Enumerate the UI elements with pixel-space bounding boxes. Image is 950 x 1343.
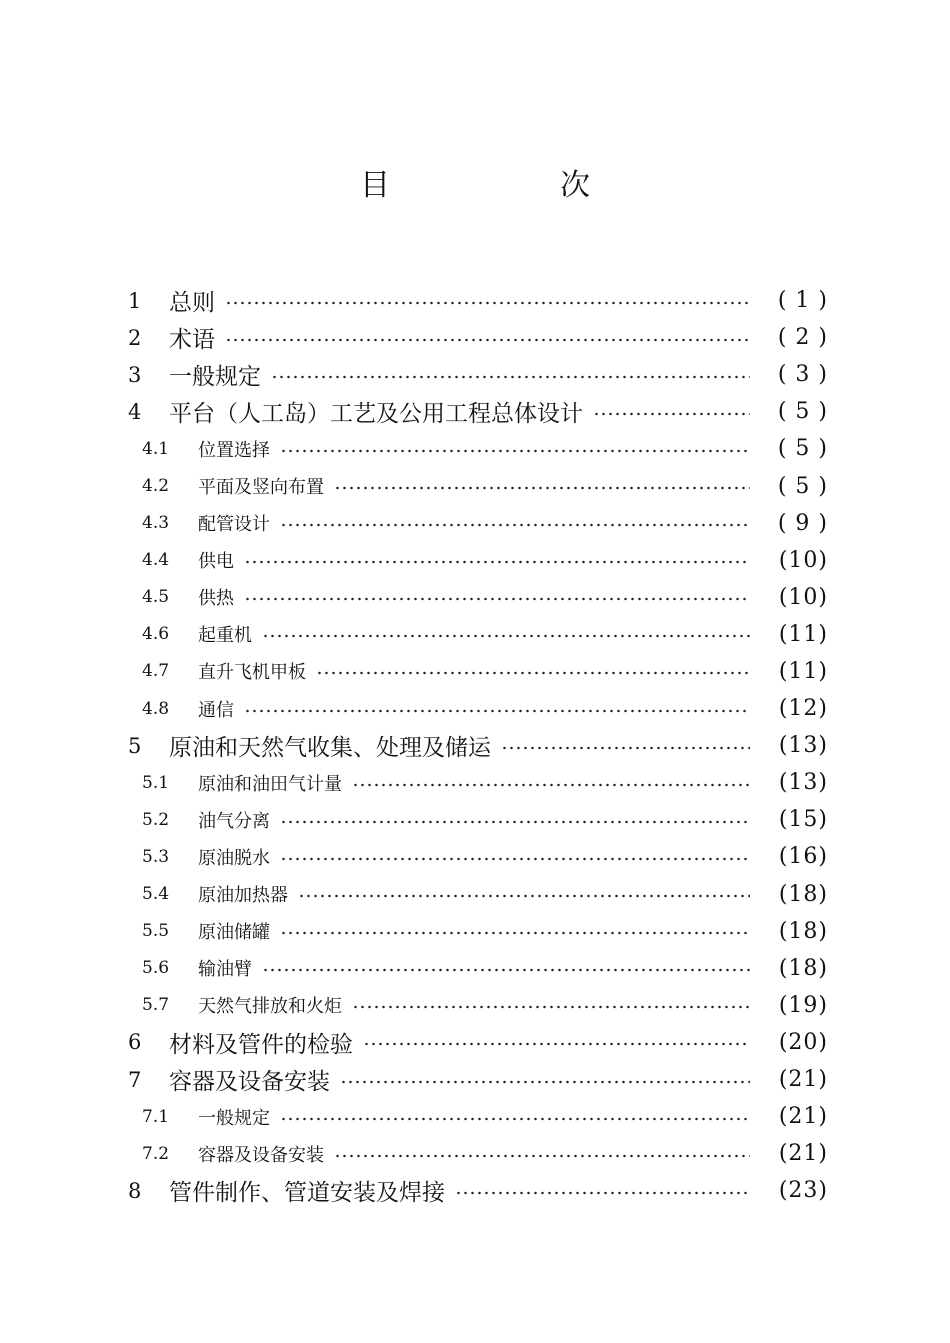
toc-entry-label: 容器及设备安装 [198, 1144, 324, 1166]
toc-entry-leader-dots [280, 923, 750, 939]
toc-entry-page: (11) [778, 621, 828, 647]
toc-entry-number: 4 [128, 399, 142, 424]
toc-entry[interactable] [128, 356, 828, 393]
toc-entry-number: 4.5 [142, 587, 170, 608]
toc-entry[interactable] [128, 1061, 828, 1098]
toc-entry-page: (10) [778, 547, 828, 573]
toc-entry-page: (13) [778, 733, 828, 759]
toc-entry[interactable] [128, 1135, 828, 1172]
toc-entry-page: ( 2 ) [777, 325, 828, 351]
toc-entry[interactable] [128, 467, 828, 504]
toc-entry-page: (18) [778, 955, 828, 981]
toc-entry[interactable] [128, 1098, 828, 1135]
toc-entry-label: 平面及竖向布置 [198, 477, 324, 499]
toc-entry-label: 原油脱水 [198, 847, 270, 869]
toc-entry[interactable] [128, 653, 828, 690]
toc-entry-number: 6 [128, 1030, 142, 1055]
table-of-contents [128, 282, 828, 1209]
toc-entry-page: ( 9 ) [777, 510, 828, 536]
toc-entry-leader-dots [262, 626, 750, 642]
toc-entry-leader-dots [262, 960, 750, 976]
toc-entry-number: 5 [128, 733, 142, 758]
toc-entry-leader-dots [352, 775, 750, 791]
toc-entry[interactable] [128, 505, 828, 542]
toc-entry-page: (18) [778, 881, 828, 907]
toc-entry-number: 4.4 [142, 550, 170, 571]
toc-entry[interactable] [128, 542, 828, 579]
toc-entry-label: 供电 [198, 551, 234, 573]
toc-entry-number: 2 [128, 325, 142, 350]
toc-entry-leader-dots [363, 1034, 750, 1050]
toc-entry[interactable] [128, 727, 828, 764]
toc-entry[interactable] [128, 801, 828, 838]
toc-entry-label: 总则 [169, 290, 215, 317]
toc-entry-label: 一般规定 [198, 1107, 270, 1129]
toc-entry-leader-dots [244, 589, 750, 605]
toc-entry-page: (15) [778, 807, 828, 833]
toc-entry-number: 5.6 [142, 958, 170, 979]
toc-entry-number: 7.2 [142, 1143, 170, 1164]
toc-entry-page: ( 1 ) [777, 288, 828, 314]
toc-entry[interactable] [128, 393, 828, 430]
toc-entry-number: 7.1 [142, 1106, 170, 1127]
toc-entry[interactable] [128, 282, 828, 319]
toc-entry[interactable] [128, 950, 828, 987]
toc-entry-page: (11) [778, 658, 828, 684]
toc-entry-label: 材料及管件的检验 [169, 1031, 353, 1058]
page-title: 目 次 [360, 168, 660, 203]
toc-entry-label: 输油臂 [198, 959, 252, 981]
toc-entry-label: 平台（人工岛）工艺及公用工程总体设计 [169, 401, 583, 428]
toc-entry-number: 4.6 [142, 624, 170, 645]
toc-entry-page: (10) [778, 584, 828, 610]
toc-entry-number: 3 [128, 362, 142, 387]
toc-entry-number: 4.7 [142, 661, 170, 682]
toc-entry-page: ( 5 ) [777, 399, 828, 425]
toc-entry-number: 4.3 [142, 513, 170, 534]
toc-entry-leader-dots [334, 1146, 750, 1162]
toc-entry-number: 8 [128, 1178, 142, 1203]
toc-entry-leader-dots [280, 812, 750, 828]
toc-entry-page: (20) [778, 1029, 828, 1055]
toc-entry-page: ( 5 ) [777, 436, 828, 462]
toc-entry-leader-dots [334, 478, 750, 494]
toc-entry-leader-dots [298, 886, 750, 902]
toc-entry-label: 配管设计 [198, 514, 270, 536]
toc-entry-number: 5.4 [142, 884, 170, 905]
toc-entry-page: ( 3 ) [777, 362, 828, 388]
toc-entry-label: 天然气排放和火炬 [198, 996, 342, 1018]
toc-entry-label: 油气分离 [198, 810, 270, 832]
toc-entry-leader-dots [340, 1072, 750, 1088]
toc-entry-number: 4.8 [142, 698, 170, 719]
toc-entry-leader-dots [316, 663, 750, 679]
toc-entry-number: 4.2 [142, 476, 170, 497]
toc-entry-leader-dots [225, 293, 750, 309]
toc-entry-page: ( 5 ) [777, 473, 828, 499]
toc-entry-leader-dots [280, 1109, 750, 1125]
toc-entry-page: (21) [778, 1141, 828, 1167]
toc-entry-leader-dots [271, 367, 750, 383]
toc-entry-label: 直升飞机甲板 [198, 662, 306, 684]
toc-entry[interactable] [128, 764, 828, 801]
toc-entry-page: (13) [778, 770, 828, 796]
toc-entry-number: 5.1 [142, 772, 170, 793]
toc-entry-label: 原油储罐 [198, 922, 270, 944]
toc-entry-page: (18) [778, 918, 828, 944]
toc-entry[interactable] [128, 876, 828, 913]
toc-entry-number: 5.2 [142, 809, 170, 830]
toc-entry-leader-dots [280, 441, 750, 457]
toc-entry-page: (21) [778, 1067, 828, 1093]
toc-entry[interactable] [128, 1172, 828, 1209]
toc-entry[interactable] [128, 319, 828, 356]
toc-entry[interactable] [128, 913, 828, 950]
toc-entry-number: 4.1 [142, 438, 170, 459]
toc-entry-leader-dots [225, 330, 750, 346]
toc-entry-leader-dots [280, 515, 750, 531]
toc-entry-label: 原油和天然气收集、处理及储运 [169, 735, 491, 762]
toc-entry-label: 起重机 [198, 625, 252, 647]
toc-entry-leader-dots [352, 997, 750, 1013]
toc-entry[interactable] [128, 1024, 828, 1061]
toc-entry-leader-dots [501, 738, 750, 754]
toc-entry-label: 容器及设备安装 [169, 1069, 330, 1096]
toc-entry-leader-dots [455, 1183, 750, 1199]
toc-entry-label: 术语 [169, 327, 215, 354]
toc-entry[interactable] [128, 987, 828, 1024]
toc-entry-leader-dots [244, 552, 750, 568]
toc-entry-page: (23) [778, 1178, 828, 1204]
toc-entry-label: 供热 [198, 588, 234, 610]
toc-entry[interactable] [128, 838, 828, 875]
toc-entry-leader-dots [244, 701, 750, 717]
toc-entry-page: (12) [778, 696, 828, 722]
toc-entry-label: 管件制作、管道安装及焊接 [169, 1180, 445, 1207]
toc-entry-number: 5.5 [142, 921, 170, 942]
toc-entry-label: 原油和油田气计量 [198, 773, 342, 795]
toc-entry[interactable] [128, 430, 828, 467]
toc-entry-number: 5.3 [142, 846, 170, 867]
toc-entry-label: 一般规定 [169, 364, 261, 391]
toc-entry[interactable] [128, 616, 828, 653]
toc-entry-page: (19) [778, 992, 828, 1018]
toc-entry-leader-dots [593, 404, 750, 420]
toc-entry-number: 7 [128, 1067, 142, 1092]
toc-entry-number: 1 [128, 288, 142, 313]
toc-entry-page: (21) [778, 1104, 828, 1130]
toc-entry-label: 位置选择 [198, 439, 270, 461]
toc-entry-leader-dots [280, 849, 750, 865]
toc-entry-label: 通信 [198, 699, 234, 721]
toc-entry-label: 原油加热器 [198, 885, 288, 907]
toc-entry-page: (16) [778, 844, 828, 870]
toc-entry-number: 5.7 [142, 995, 170, 1016]
toc-entry[interactable] [128, 690, 828, 727]
toc-entry[interactable] [128, 579, 828, 616]
